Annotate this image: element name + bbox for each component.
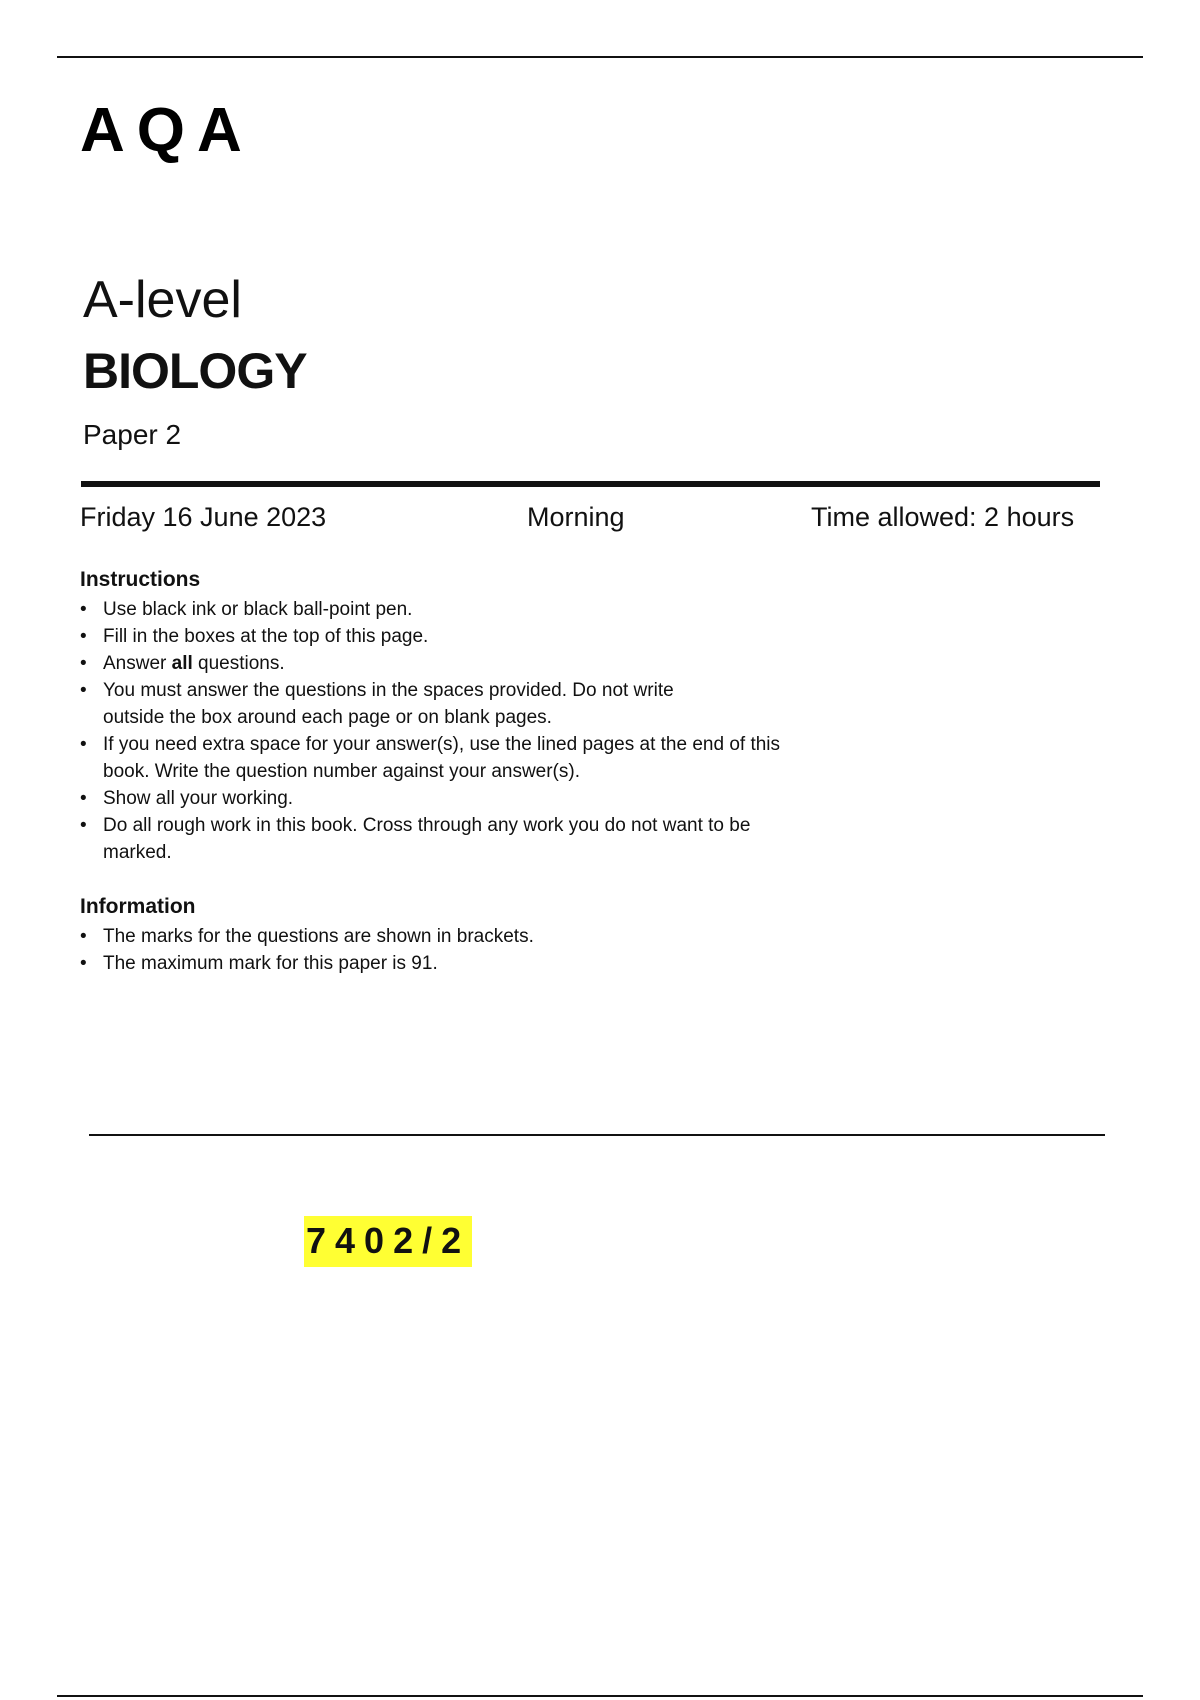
information-list — [80, 923, 880, 977]
instruction-line: book. Write the question number against your answer(s). — [103, 761, 580, 782]
instruction-line: • Do all rough work in this book. Cross through any work you do not want to be — [103, 815, 751, 836]
paper-code: 7402/2 — [304, 1216, 472, 1267]
instructions-heading: Instructions — [80, 568, 201, 591]
instruction-emphasis: all — [171, 653, 193, 674]
information-line: • The maximum mark for this paper is 91. — [103, 953, 438, 974]
instruction-item — [80, 650, 880, 677]
information-section — [80, 893, 880, 977]
top-rule — [57, 56, 1143, 58]
instruction-line: • Use black ink or black ball-point pen. — [103, 599, 413, 620]
header-divider — [81, 481, 1100, 487]
instruction-item — [80, 731, 880, 785]
instructions-section — [80, 566, 880, 866]
qualification-level: A-level — [83, 271, 242, 329]
information-item — [80, 923, 880, 950]
instruction-line: marked. — [103, 842, 172, 863]
instruction-text: questions. — [192, 653, 285, 674]
instruction-item — [80, 623, 880, 650]
bottom-rule — [57, 1695, 1143, 1697]
aqa-logo: AQA — [80, 96, 254, 165]
information-heading: Information — [80, 895, 196, 918]
instruction-line: outside the box around each page or on blank pages. — [103, 707, 552, 728]
instruction-line: • Show all your working. — [103, 788, 294, 809]
instruction-line: • If you need extra space for your answer(s), use the lined pages at the end of this — [103, 734, 781, 755]
information-line: • The marks for the questions are shown in brackets. — [103, 926, 534, 947]
instruction-text: Answer — [103, 653, 172, 674]
instruction-line: • You must answer the questions in the spaces provided. Do not write — [103, 680, 674, 701]
instruction-item — [80, 785, 880, 812]
instruction-line: • Fill in the boxes at the top of this page. — [103, 626, 429, 647]
exam-session: Morning — [527, 502, 625, 532]
subject-title: BIOLOGY — [83, 343, 307, 399]
paper-number: Paper 2 — [83, 419, 182, 450]
footer-divider — [89, 1134, 1105, 1136]
instruction-item — [80, 677, 880, 731]
time-allowed: Time allowed: 2 hours — [811, 502, 1075, 532]
exam-date: Friday 16 June 2023 — [80, 502, 327, 532]
information-item — [80, 950, 880, 977]
instructions-list — [80, 596, 880, 866]
instruction-item — [80, 596, 880, 623]
instruction-line — [103, 650, 880, 677]
instruction-item — [80, 812, 880, 866]
